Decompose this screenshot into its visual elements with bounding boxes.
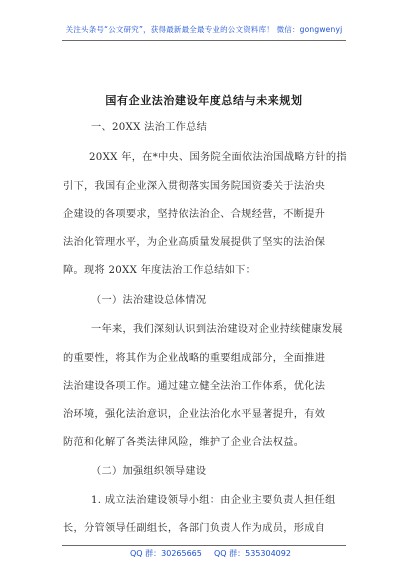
footer-qq-group-left: QQ 群：30265665 [130,549,202,558]
paragraph-line: 1. 成立法治建设领导小组：由企业主要负责人担任组 [91,495,336,506]
subsection-heading: （二）加强组织领导建设 [91,466,207,477]
section-heading: 一、20XX 法治工作总结 [91,122,208,133]
paragraph-line: 法治建设各项工作。通过建立健全法治工作体系，优化法 [63,381,326,392]
paragraph-line: 的重要性，将其作为企业战略的重要组成部分，全面推进 [63,353,326,364]
paragraph-line: 长，分管领导任副组长，各部门负责人作为成员，形成自 [63,523,326,534]
paragraph-line: 企建设的各项要求，坚持依法治企、合规经营，不断提升 [63,209,326,220]
paragraph-line: 防范和化解了各类法律风险，维护了企业合法权益。 [63,437,305,448]
paragraph-line: 法治化管理水平，为企业高质量发展提供了坚实的法治保 [63,237,326,248]
paragraph-line: 20XX 年，在*中央、国务院全面依法治国战略方针的指 [89,152,347,163]
footer-qq-group-right: QQ 群：535304092 [214,549,291,558]
paragraph-line: 一年来，我们深刻认识到法治建设对企业持续健康发展 [91,324,343,335]
document-title: 国有企业法治建设年度总结与未来规划 [105,94,303,107]
paragraph-line: 治环境，强化法治意识，企业法治化水平显著提升，有效 [63,409,326,420]
header-divider [62,40,346,41]
header-banner: 关注头条号“公文研究”，获得最新最全最专业的公文资料库！ 微信：gongwenyj [65,25,343,34]
paragraph-line: 引下，我国有企业深入贯彻落实国务院国资委关于法治央 [63,181,326,192]
paragraph-line: 障。现将 20XX 年度法治工作总结如下： [63,265,257,276]
subsection-heading: （一）法治建设总体情况 [91,295,207,306]
footer-divider [62,545,346,546]
